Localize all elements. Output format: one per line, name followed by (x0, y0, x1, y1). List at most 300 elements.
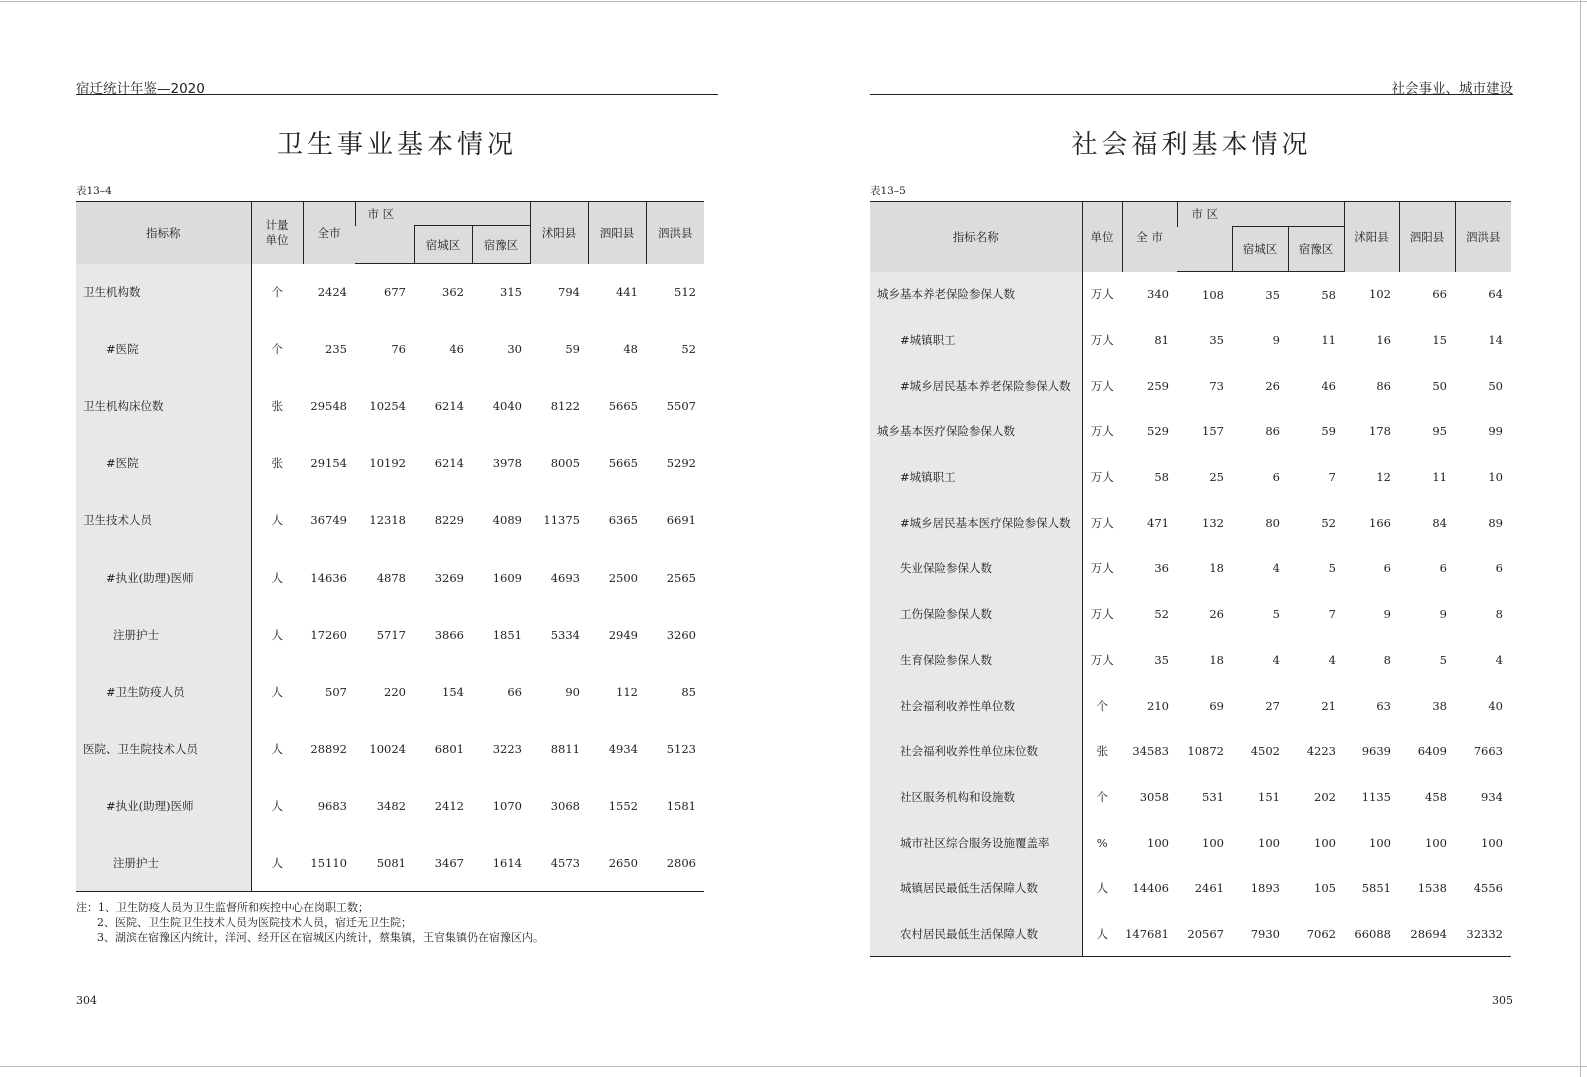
row-value: 794 (558, 285, 580, 300)
running-head-text: 宿迁统计年鉴—2020 (76, 81, 205, 97)
row-unit: 张 (271, 399, 283, 414)
row-value: 151 (1258, 789, 1280, 804)
row-value: 84 (1432, 515, 1447, 530)
row-unit: 张 (271, 456, 283, 471)
row-unit: 人 (271, 513, 283, 528)
row-label: 生育保险参保人数 (870, 637, 1082, 683)
row-value: 40 (1488, 698, 1503, 713)
page-number: 305 (1492, 994, 1513, 1007)
row-value: 2650 (608, 855, 638, 870)
col-header-indicator: 指标名称 (952, 229, 999, 244)
row-value: 4040 (492, 399, 522, 414)
row-value: 64 (1488, 287, 1503, 302)
row-value: 90 (565, 684, 580, 699)
row-value: 6 (1439, 561, 1447, 576)
row-value: 86 (1265, 424, 1280, 439)
row-value: 35 (1265, 287, 1280, 302)
row-value: 27 (1265, 698, 1280, 713)
row-value: 14406 (1132, 881, 1169, 896)
col-header-sucheng: 宿城区 (414, 226, 472, 264)
table-row (870, 865, 1511, 911)
row-label: #卫生防疫人员 (76, 663, 251, 720)
row-value: 20567 (1187, 926, 1224, 941)
table-row (76, 777, 704, 834)
row-value: 5665 (608, 456, 638, 471)
row-unit: 万人 (1090, 287, 1114, 302)
row-unit: 人 (271, 741, 283, 756)
row-value: 100 (1314, 835, 1336, 850)
health-stats-table (76, 201, 704, 892)
row-label: #城乡居民基本医疗保险参保人数 (870, 500, 1082, 546)
running-head (76, 77, 718, 95)
row-value: 28694 (1410, 926, 1447, 941)
row-value: 6691 (666, 513, 696, 528)
row-value: 6214 (434, 399, 464, 414)
row-value: 7 (1328, 470, 1336, 485)
row-value: 5 (1272, 607, 1280, 622)
row-value: 38 (1432, 698, 1447, 713)
row-value: 4 (1272, 561, 1280, 576)
row-value: 58 (1321, 287, 1336, 302)
row-value: 3269 (434, 570, 464, 585)
row-unit: 万人 (1090, 333, 1114, 348)
col-header-suyu: 宿豫区 (472, 226, 530, 264)
row-value: 2500 (608, 570, 638, 585)
row-value: 100 (1202, 835, 1224, 850)
row-label: 失业保险参保人数 (870, 546, 1082, 592)
row-value: 8 (1383, 652, 1391, 667)
row-label: 农村居民最低生活保障人数 (870, 911, 1082, 957)
row-value: 1851 (492, 627, 522, 642)
row-value: 220 (384, 684, 406, 699)
row-value: 52 (681, 342, 696, 357)
row-value: 21 (1321, 698, 1336, 713)
row-value: 4 (1272, 652, 1280, 667)
col-header-shuyang: 沭阳县 (530, 202, 588, 264)
row-value: 10254 (369, 399, 406, 414)
row-value: 29548 (310, 399, 347, 414)
row-value: 4089 (492, 513, 522, 528)
row-label: #城镇职工 (870, 454, 1082, 500)
row-value: 35 (1154, 652, 1169, 667)
row-value: 10 (1488, 470, 1503, 485)
row-value: 4573 (550, 855, 580, 870)
row-value: 81 (1154, 333, 1169, 348)
row-value: 3068 (550, 798, 580, 813)
row-value: 105 (1314, 881, 1336, 896)
row-value: 7663 (1473, 744, 1503, 759)
row-value: 178 (1369, 424, 1391, 439)
row-unit: 万人 (1090, 515, 1114, 530)
row-value: 471 (1147, 515, 1169, 530)
row-value: 8229 (434, 513, 464, 528)
row-value: 6 (1272, 470, 1280, 485)
row-value: 3467 (434, 855, 464, 870)
col-header-sihong: 泗洪县 (646, 202, 704, 264)
row-value: 166 (1369, 515, 1391, 530)
row-unit: 人 (1096, 926, 1108, 941)
row-value: 5665 (608, 399, 638, 414)
row-label: 医院、卫生院技术人员 (76, 720, 251, 777)
row-value: 202 (1314, 789, 1336, 804)
row-value: 10192 (369, 456, 406, 471)
row-value: 1893 (1250, 881, 1280, 896)
row-label: #执业(助理)医师 (76, 777, 251, 834)
row-value: 2949 (608, 627, 638, 642)
row-value: 35 (1209, 333, 1224, 348)
row-value: 66 (507, 684, 522, 699)
running-head-text: 社会事业、城市建设 (1391, 81, 1513, 97)
table-notes (76, 900, 544, 945)
table-row (870, 317, 1511, 363)
row-value: 5292 (666, 456, 696, 471)
row-unit: 万人 (1090, 378, 1114, 393)
row-value: 17260 (310, 627, 347, 642)
row-unit: 人 (271, 684, 283, 699)
row-value: 16 (1376, 333, 1391, 348)
row-value: 2412 (434, 798, 464, 813)
col-header-indicator: 指标称 (146, 225, 181, 240)
row-value: 2424 (317, 285, 347, 300)
row-value: 5851 (1361, 881, 1391, 896)
row-value: 30 (507, 342, 522, 357)
col-header-suyu: 宿豫区 (1288, 227, 1344, 272)
header-row (76, 202, 704, 226)
row-unit: 人 (1096, 881, 1108, 896)
row-value: 2806 (666, 855, 696, 870)
row-unit: 张 (1096, 744, 1108, 759)
row-value: 26 (1265, 378, 1280, 393)
col-header-shuyang: 沭阳县 (1344, 202, 1399, 272)
table-row (76, 321, 704, 378)
row-value: 5507 (666, 399, 696, 414)
row-value: 32332 (1466, 926, 1503, 941)
row-value: 7930 (1250, 926, 1280, 941)
row-unit: 个 (271, 285, 283, 300)
row-value: 1070 (492, 798, 522, 813)
row-value: 100 (1147, 835, 1169, 850)
row-label: 城镇居民最低生活保障人数 (870, 865, 1082, 911)
page-title: 卫生事业基本情况 (276, 130, 517, 160)
table-number: 表13–4 (76, 185, 112, 197)
row-value: 259 (1147, 378, 1169, 393)
col-header-siyang: 泗阳县 (1399, 202, 1455, 272)
table-row (870, 683, 1511, 729)
row-value: 14 (1488, 333, 1503, 348)
row-value: 36 (1154, 561, 1169, 576)
row-value: 8005 (550, 456, 580, 471)
row-value: 112 (616, 684, 638, 699)
row-value: 154 (442, 684, 464, 699)
row-value: 4223 (1306, 744, 1336, 759)
row-value: 6214 (434, 456, 464, 471)
header-row (870, 202, 1511, 227)
row-value: 7062 (1306, 926, 1336, 941)
row-unit: 万人 (1090, 470, 1114, 485)
row-value: 677 (384, 285, 406, 300)
row-value: 100 (1258, 835, 1280, 850)
row-value: 1538 (1417, 881, 1447, 896)
row-value: 1552 (608, 798, 638, 813)
row-value: 5717 (376, 627, 406, 642)
row-value: 210 (1147, 698, 1169, 713)
table-row (76, 264, 704, 321)
row-value: 1614 (492, 855, 522, 870)
table-row (76, 435, 704, 492)
col-header-unit: 计量 单位 (251, 202, 303, 264)
page-title: 社会福利基本情况 (1071, 130, 1312, 160)
row-label: #城乡居民基本养老保险参保人数 (870, 363, 1082, 409)
row-value: 12318 (369, 513, 406, 528)
row-value: 5123 (666, 741, 696, 756)
col-header-city: 全 市 (1122, 202, 1177, 272)
row-unit: 万人 (1090, 652, 1114, 667)
row-value: 2461 (1194, 881, 1224, 896)
row-label: 城乡基本养老保险参保人数 (870, 272, 1082, 318)
row-value: 66 (1432, 287, 1447, 302)
row-value: 6 (1383, 561, 1391, 576)
row-value: 3260 (666, 627, 696, 642)
row-value: 6409 (1417, 744, 1447, 759)
row-value: 315 (500, 285, 522, 300)
row-value: 10024 (369, 741, 406, 756)
row-unit: 人 (271, 855, 283, 870)
row-label: 城乡基本医疗保险参保人数 (870, 409, 1082, 455)
row-value: 2565 (666, 570, 696, 585)
row-value: 235 (325, 342, 347, 357)
row-value: 11 (1432, 470, 1447, 485)
row-value: 8 (1495, 607, 1503, 622)
row-value: 3866 (434, 627, 464, 642)
row-value: 6 (1495, 561, 1503, 576)
row-label: #城镇职工 (870, 317, 1082, 363)
row-value: 85 (681, 684, 696, 699)
row-unit: 万人 (1090, 424, 1114, 439)
row-value: 66088 (1354, 926, 1391, 941)
col-header-district-blank (355, 226, 414, 264)
row-value: 86 (1376, 378, 1391, 393)
page-right-edge (1580, 0, 1581, 1077)
table-row (76, 720, 704, 777)
row-value: 4556 (1473, 881, 1503, 896)
row-value: 46 (1321, 378, 1336, 393)
row-label: 社会福利收养性单位床位数 (870, 728, 1082, 774)
row-value: 3058 (1139, 789, 1169, 804)
table-row (870, 454, 1511, 500)
row-value: 8122 (550, 399, 580, 414)
row-value: 9 (1383, 607, 1391, 622)
row-value: 9639 (1361, 744, 1391, 759)
row-value: 59 (565, 342, 580, 357)
table-row (870, 774, 1511, 820)
row-value: 458 (1425, 789, 1447, 804)
row-value: 4878 (376, 570, 406, 585)
table-row (870, 409, 1511, 455)
row-value: 3978 (492, 456, 522, 471)
table-row (76, 606, 704, 663)
row-unit: 人 (271, 798, 283, 813)
col-header-siyang: 泗阳县 (588, 202, 646, 264)
row-value: 9 (1272, 333, 1280, 348)
row-value: 10872 (1187, 744, 1224, 759)
row-value: 4502 (1250, 744, 1280, 759)
row-value: 5081 (376, 855, 406, 870)
row-value: 132 (1202, 515, 1224, 530)
row-value: 52 (1321, 515, 1336, 530)
row-value: 73 (1209, 378, 1224, 393)
table-number: 表13–5 (870, 185, 906, 197)
row-value: 29154 (310, 456, 347, 471)
table-row (870, 546, 1511, 592)
table-row (870, 272, 1511, 318)
table-row (870, 728, 1511, 774)
row-value: 59 (1321, 424, 1336, 439)
row-value: 15110 (310, 855, 347, 870)
col-header-district-span (1232, 202, 1344, 227)
row-value: 52 (1154, 607, 1169, 622)
row-value: 5 (1328, 561, 1336, 576)
row-value: 99 (1488, 424, 1503, 439)
table-row (76, 834, 704, 891)
table-row (870, 500, 1511, 546)
row-value: 26 (1209, 607, 1224, 622)
col-header-city: 全市 (303, 202, 355, 264)
table-row (870, 820, 1511, 866)
row-value: 5334 (550, 627, 580, 642)
row-value: 9683 (317, 798, 347, 813)
row-unit: 人 (271, 570, 283, 585)
row-label: 社区服务机构和设施数 (870, 774, 1082, 820)
row-label: 注册护士 (76, 606, 251, 663)
row-label: 卫生机构数 (76, 264, 251, 321)
col-header-sihong: 泗洪县 (1455, 202, 1511, 272)
row-value: 14636 (310, 570, 347, 585)
row-value: 100 (1369, 835, 1391, 850)
col-header-district: 市 区 (355, 202, 414, 226)
row-value: 4693 (550, 570, 580, 585)
row-value: 28892 (310, 741, 347, 756)
row-value: 12 (1376, 470, 1391, 485)
row-value: 89 (1488, 515, 1503, 530)
row-value: 340 (1147, 287, 1169, 302)
row-label: 卫生技术人员 (76, 492, 251, 549)
row-unit: 万人 (1090, 561, 1114, 576)
row-value: 11 (1321, 333, 1336, 348)
row-value: 362 (442, 285, 464, 300)
row-value: 108 (1202, 287, 1224, 302)
row-value: 95 (1432, 424, 1447, 439)
row-value: 4 (1328, 652, 1336, 667)
row-label: 城市社区综合服务设施覆盖率 (870, 820, 1082, 866)
page-number: 304 (76, 994, 97, 1007)
row-value: 6801 (434, 741, 464, 756)
row-value: 18 (1209, 561, 1224, 576)
row-value: 34583 (1132, 744, 1169, 759)
col-header-sucheng: 宿城区 (1232, 227, 1288, 272)
row-value: 529 (1147, 424, 1169, 439)
row-value: 1135 (1361, 789, 1391, 804)
table-row (76, 549, 704, 606)
row-value: 36749 (310, 513, 347, 528)
row-value: 147681 (1125, 926, 1169, 941)
row-value: 1581 (666, 798, 696, 813)
table-row (870, 911, 1511, 957)
row-label: 社会福利收养性单位数 (870, 683, 1082, 729)
row-label: 卫生机构床位数 (76, 378, 251, 435)
row-value: 157 (1202, 424, 1224, 439)
welfare-stats-table (870, 201, 1511, 957)
col-header-unit: 单位 (1082, 202, 1122, 272)
col-header-district-span (414, 202, 530, 226)
col-header-district: 市 区 (1177, 202, 1232, 227)
row-value: 9 (1439, 607, 1447, 622)
left-page (76, 0, 718, 1077)
row-value: 1609 (492, 570, 522, 585)
row-value: 11375 (543, 513, 580, 528)
row-value: 512 (674, 285, 696, 300)
table-row (870, 591, 1511, 637)
table-row (870, 363, 1511, 409)
row-value: 441 (616, 285, 638, 300)
row-value: 50 (1488, 378, 1503, 393)
row-value: 18 (1209, 652, 1224, 667)
row-value: 69 (1209, 698, 1224, 713)
row-value: 4934 (608, 741, 638, 756)
row-unit: 万人 (1090, 607, 1114, 622)
row-value: 5 (1439, 652, 1447, 667)
row-value: 48 (623, 342, 638, 357)
row-value: 531 (1202, 789, 1224, 804)
row-unit: 个 (1096, 698, 1108, 713)
row-value: 100 (1481, 835, 1503, 850)
running-head (870, 77, 1513, 95)
row-value: 50 (1432, 378, 1447, 393)
right-page (870, 0, 1513, 1077)
row-value: 102 (1369, 287, 1391, 302)
row-value: 58 (1154, 470, 1169, 485)
row-value: 63 (1376, 698, 1391, 713)
note-line: 2、医院、卫生院卫生技术人员为医院技术人员，宿迁无卫生院； (97, 916, 412, 929)
table-row (870, 637, 1511, 683)
row-value: 76 (391, 342, 406, 357)
col-header-district-blank (1177, 227, 1232, 272)
row-value: 7 (1328, 607, 1336, 622)
row-unit: 个 (1096, 789, 1108, 804)
row-value: 507 (325, 684, 347, 699)
row-value: 3223 (492, 741, 522, 756)
row-unit: 人 (271, 627, 283, 642)
note-line: 3、湖滨在宿豫区内统计，洋河、经开区在宿城区内统计，蔡集镇，王官集镇仍在宿豫区内。 (97, 931, 544, 944)
row-label: 工伤保险参保人数 (870, 591, 1082, 637)
note-line: 注：1、卫生防疫人员为卫生监督所和疾控中心在岗职工数； (76, 901, 369, 914)
table-row (76, 663, 704, 720)
row-unit: % (1096, 835, 1108, 850)
row-value: 46 (449, 342, 464, 357)
table-row (76, 492, 704, 549)
row-label: #医院 (76, 435, 251, 492)
row-value: 934 (1481, 789, 1503, 804)
row-value: 8811 (550, 741, 580, 756)
row-label: #执业(助理)医师 (76, 549, 251, 606)
row-value: 25 (1209, 470, 1224, 485)
row-value: 3482 (376, 798, 406, 813)
row-value: 4 (1495, 652, 1503, 667)
row-label: #医院 (76, 321, 251, 378)
table-row (76, 378, 704, 435)
row-value: 6365 (608, 513, 638, 528)
row-label: 注册护士 (76, 834, 251, 891)
row-unit: 个 (271, 342, 283, 357)
